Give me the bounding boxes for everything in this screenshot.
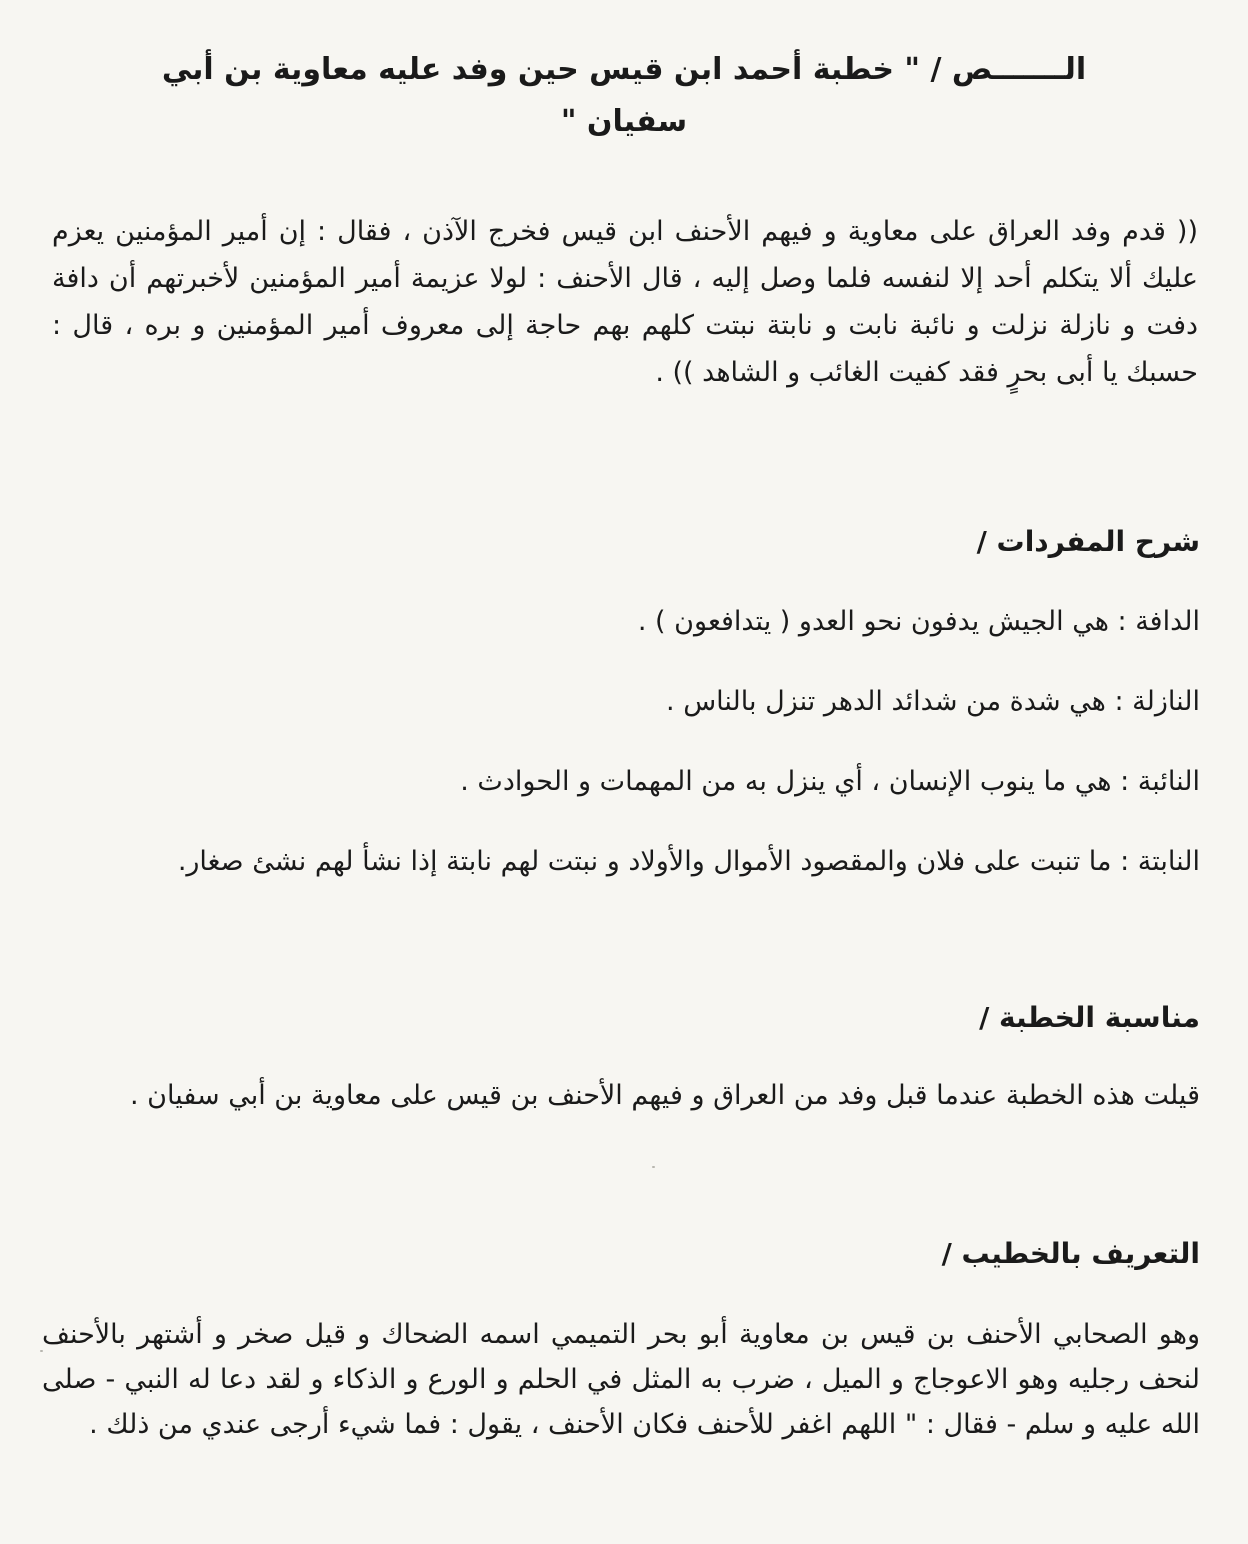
- vocabulary-heading: شرح المفردات /: [976, 525, 1200, 558]
- vocabulary-item: النازلة : هي شدة من شدائد الدهر تنزل بالناس .: [666, 686, 1200, 717]
- sermon-text: (( قدم وفد العراق على معاوية و فيهم الأحنف ابن قيس فخرج الآذن ، فقال : إن أمير المؤمنين يعزم عليك ألا يتكلم أحد إلا لنفسه فلما وصل إليه ، قال الأحنف : لولا عزيمة أمير المؤمنين لأخبرتهم أن دافة دفت و نازلة نزلت و نائبة نابت و نابتة نبتت كلهم بهم حاجة إلى معروف أمير المؤمنين و بره ، قال : حسبك يا أبى بحرٍ فقد كفيت الغائب و الشاهد )) .: [52, 216, 1198, 388]
- document-title: الـــــــص / " خطبة أحمد ابن قيس حين وفد عليه معاوية بن أبي سفيان ": [161, 52, 1087, 139]
- author-text: وهو الصحابي الأحنف بن قيس بن معاوية أبو بحر التميمي اسمه الضحاك و قيل صخر و أشتهر بالأحنف لنحف رجليه وهو الاعوجاج و الميل ، ضرب به المثل في الحلم و الورع و الذكاء و لقد دعا له النبي - صلى الله عليه و سلم - فقال : " اللهم اغفر للأحنف فكان الأحنف ، يقول : فما شيء أرجى عندي من ذلك .: [42, 1319, 1200, 1440]
- scan-speck: [652, 1166, 655, 1168]
- occasion-heading: مناسبة الخطبة /: [979, 1001, 1200, 1034]
- vocabulary-item: الدافة : هي الجيش يدفون نحو العدو ( يتدافعون ) .: [637, 606, 1200, 637]
- scan-speck: [40, 1350, 43, 1352]
- vocabulary-item: النابتة : ما تنبت على فلان والمقصود الأموال والأولاد و نبتت لهم نابتة إذا نشأ لهم نشئ صغار.: [177, 846, 1200, 877]
- vocabulary-item: النائبة : هي ما ينوب الإنسان ، أي ينزل به من المهمات و الحوادث .: [460, 766, 1200, 797]
- author-heading: التعريف بالخطيب /: [941, 1237, 1200, 1270]
- occasion-text: قيلت هذه الخطبة عندما قبل وفد من العراق و فيهم الأحنف بن قيس على معاوية بن أبي سفيان .: [129, 1080, 1200, 1111]
